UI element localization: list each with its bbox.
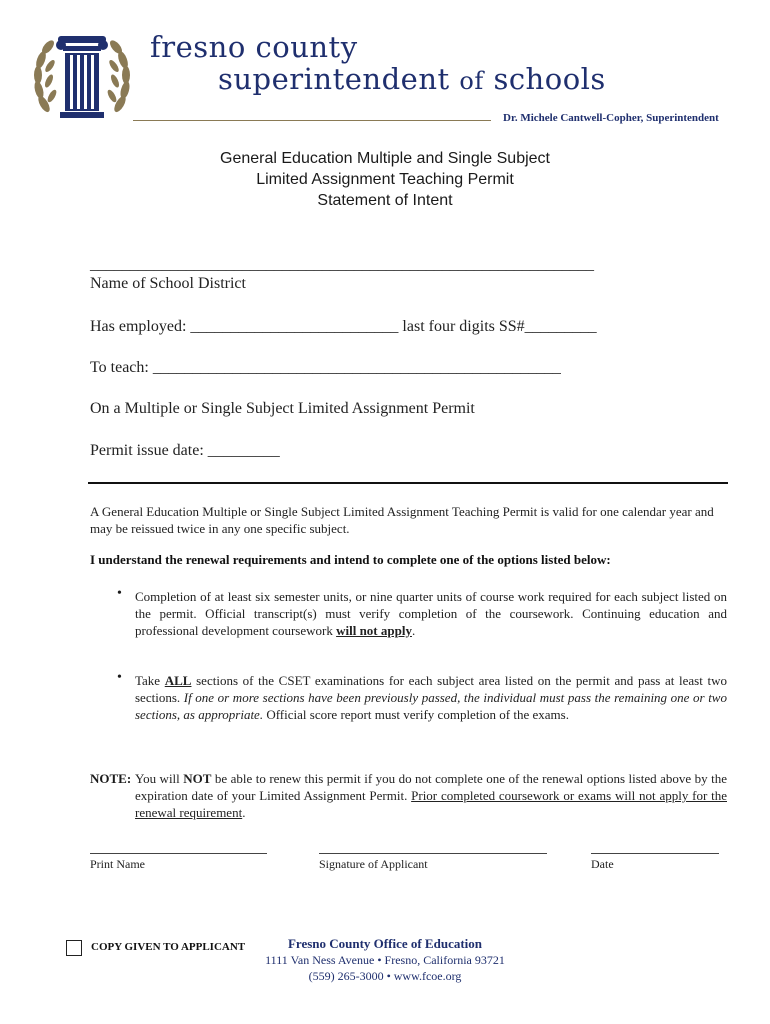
office-name: Fresno County Office of Education (287, 936, 483, 951)
option-cset: Take ALL sections of the CSET examinations for each subject area listed on the permit and pass at least two sections. If one or more sections have been previously passed, the individual must pass the remaining one or two sections, as appropriate. Official score report must verify completion of the exams. (135, 673, 727, 722)
district-label: Name of School District (90, 275, 246, 292)
bullet-icon: • (117, 670, 122, 685)
teach-label: To teach: (90, 359, 153, 376)
office-contact: (559) 265-3000 • www.fcoe.org (308, 969, 462, 983)
signature-field[interactable] (319, 853, 547, 854)
renewal-heading: I understand the renewal requirements and intend to complete one of the options listed below: (90, 552, 611, 567)
copy-given-label: COPY GIVEN TO APPLICANT (91, 941, 246, 953)
issue-date-label: Permit issue date: (90, 442, 208, 459)
title-line3: Statement of Intent (317, 192, 453, 209)
issue-row (90, 442, 280, 460)
print-name-field[interactable] (90, 853, 267, 854)
district-field[interactable]: _______________________________________________________________ (90, 256, 594, 273)
permit-line: On a Multiple or Single Subject Limited Assignment Permit (90, 400, 475, 417)
date-field[interactable] (591, 853, 719, 854)
note-label: NOTE: (90, 771, 132, 786)
superintendent-name: Dr. Michele Cantwell-Copher, Superintendent (503, 112, 719, 124)
issue-date-field[interactable]: _________ (207, 442, 280, 459)
copy-given-checkbox[interactable] (66, 940, 82, 956)
office-address: 1111 Van Ness Avenue • Fresno, California 93721 (265, 953, 505, 967)
org-name-line2: superintendent of schools (218, 62, 606, 96)
ssn-label: last four digits SS# (398, 318, 525, 335)
print-name-label: Print Name (90, 857, 145, 871)
org-name-line1: fresno county (150, 30, 358, 64)
note-paragraph: You will NOT be able to renew this permit if you do not complete one of the renewal options listed above by the expiration date of your Limited Assignment Permit. Prior completed coursework or exams will not apply for the renewal requirement. (135, 771, 727, 820)
signature-label: Signature of Applicant (319, 857, 428, 871)
intro-paragraph: A General Education Multiple or Single Subject Limited Assignment Teaching Permit is valid for one calendar year and may be reissued twice in any one specific subject. (90, 504, 714, 536)
teach-field[interactable]: ___________________________________________________ (152, 359, 561, 376)
employed-label: Has employed: (90, 318, 191, 335)
bullet-icon: • (117, 586, 122, 601)
title-line2: Limited Assignment Teaching Permit (256, 171, 514, 188)
title-line1: General Education Multiple and Single Subject (220, 150, 550, 167)
section-divider (88, 482, 728, 484)
date-label: Date (591, 857, 614, 871)
employed-field[interactable]: __________________________ (190, 318, 399, 335)
employed-row (90, 318, 597, 336)
teach-row (90, 359, 561, 377)
header-divider (133, 120, 491, 121)
column-laurel-logo-icon (30, 32, 134, 124)
option-coursework: Completion of at least six semester units, or nine quarter units of course work required for each subject listed on the permit. Official transcript(s) must verify completion of the coursework. Continuing education and professional development coursework will not apply. (135, 589, 727, 638)
ssn-field[interactable]: _________ (524, 318, 597, 335)
